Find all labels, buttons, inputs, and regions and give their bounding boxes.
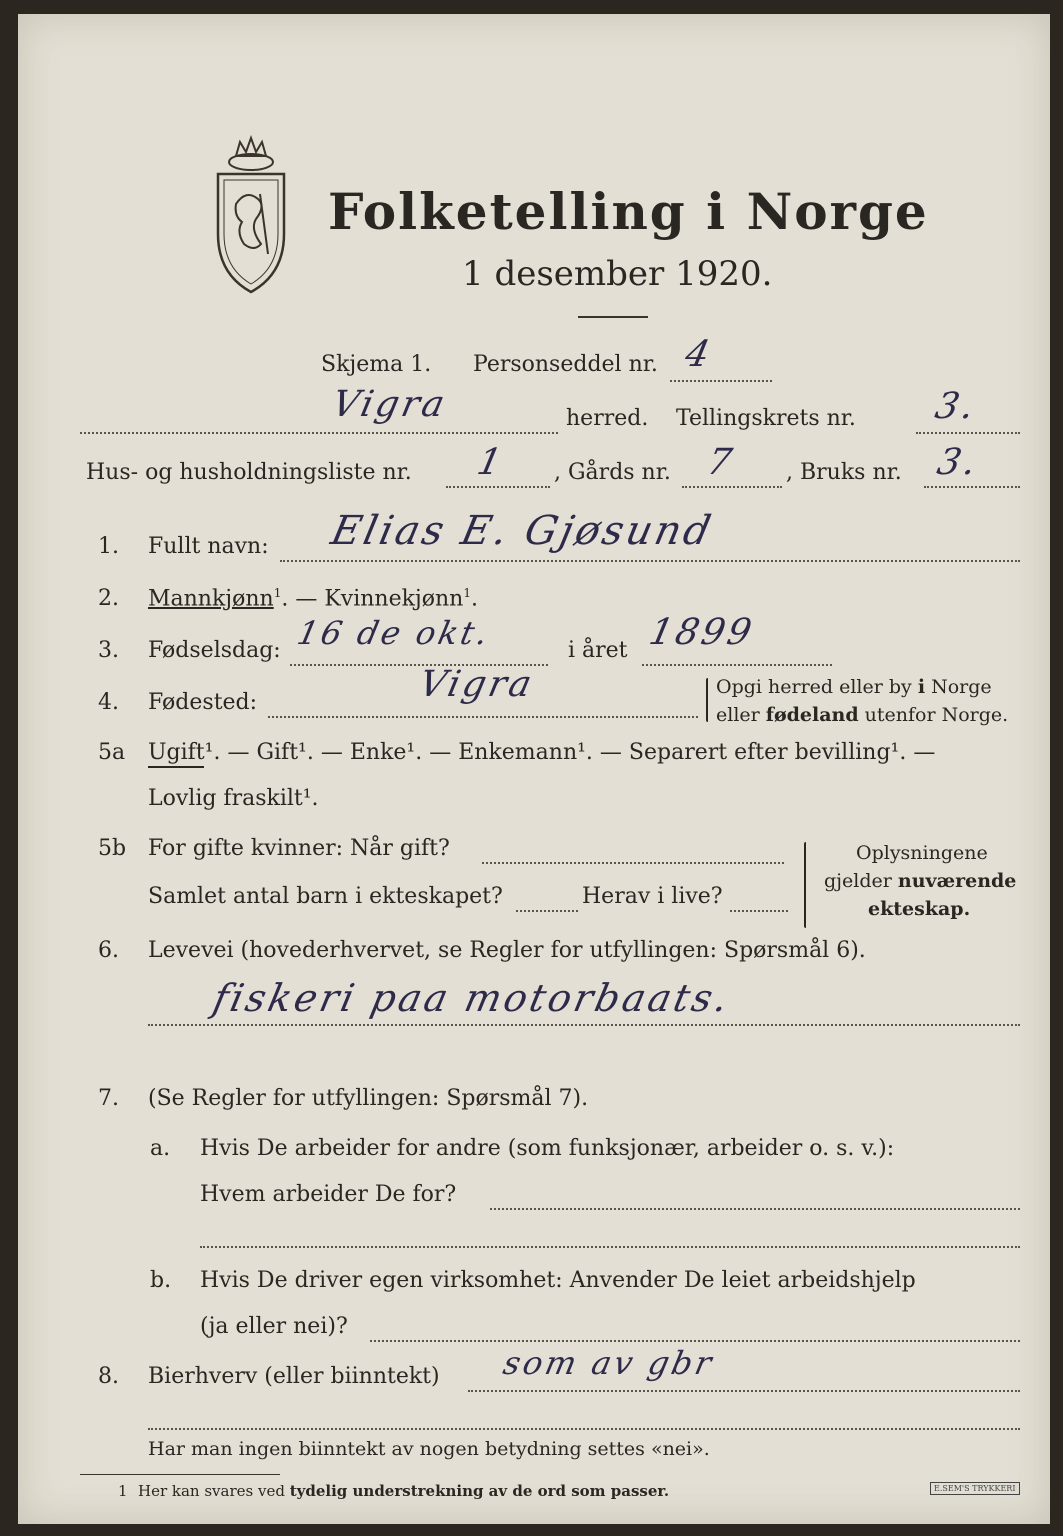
q2-male-option: Mannkjønn xyxy=(148,586,274,612)
gards-line xyxy=(682,486,782,488)
q4-note-line1-b: i xyxy=(917,676,926,698)
q2-female-option: Kvinnekjønn xyxy=(324,586,464,612)
bruks-label: , Bruks nr. xyxy=(786,460,902,485)
q6-label: Levevei (hovederhvervet, se Regler for utfyllingen: Spørsmål 6). xyxy=(148,938,866,963)
q4-birthplace: Vigra xyxy=(415,664,538,705)
q7a-line1: Hvis De arbeider for andre (som funksjonær, arbeider o. s. v.): xyxy=(200,1136,895,1161)
q4-note-line1-c: Norge xyxy=(925,676,992,698)
q3-year-line xyxy=(642,664,832,666)
q6-number: 6. xyxy=(98,938,119,963)
q1-line xyxy=(280,560,1020,562)
herred-label: herred. xyxy=(566,406,649,431)
q5b-children-label: Samlet antal barn i ekteskapet? xyxy=(148,884,503,909)
tellingskrets-value: 3. xyxy=(931,386,981,427)
q4-note-line2-c: utenfor Norge. xyxy=(858,704,1009,726)
q5a-ugift-underline xyxy=(148,766,204,768)
herred-line xyxy=(80,432,558,434)
q7-number: 7. xyxy=(98,1086,119,1111)
q2-female-footnote-mark: 1 xyxy=(463,586,471,600)
q8-number: 8. xyxy=(98,1364,119,1389)
skjema-label: Skjema 1. xyxy=(321,352,432,377)
q4-note-bracket xyxy=(706,678,708,722)
q7b-line1: Hvis De driver egen virksomhet: Anvender De leiet arbeidshjelp xyxy=(200,1268,916,1293)
form-title: Folketelling i Norge xyxy=(328,182,929,241)
q2-male-footnote-mark: 1 xyxy=(273,586,282,600)
q3-birthday: 16 de okt. xyxy=(293,614,495,652)
q5b-note-line3 xyxy=(868,898,970,920)
footnote-text-a: Her kan svares ved xyxy=(138,1482,290,1500)
q6-occupation: fiskeri paa motorbaats. xyxy=(209,976,735,1020)
q4-line xyxy=(268,716,698,718)
q5b-alive-label: Herav i live? xyxy=(582,884,723,909)
q4-label: Fødested: xyxy=(148,690,258,715)
husholdningsliste-value: 1 xyxy=(473,442,509,483)
q7-label: (Se Regler for utfyllingen: Spørsmål 7). xyxy=(148,1086,589,1111)
q5a-number: 5a xyxy=(98,740,126,765)
q4-note-line2 xyxy=(716,704,1008,726)
q3-label: Fødselsdag: xyxy=(148,638,281,663)
norway-coat-of-arms-icon xyxy=(206,134,296,294)
q7a-line2: Hvem arbeider De for? xyxy=(200,1182,457,1207)
q4-note-line2-b: fødeland xyxy=(765,704,859,726)
q8-line2 xyxy=(148,1428,1020,1430)
census-date: 1 desember 1920. xyxy=(462,254,773,294)
tellingskrets-line xyxy=(916,432,1020,434)
q6-line xyxy=(148,1024,1020,1026)
q4-note-line2-a: eller xyxy=(716,704,766,726)
tellingskrets-label: Tellingskrets nr. xyxy=(676,406,856,431)
q4-note-line1-a: Opgi herred eller by xyxy=(716,676,918,698)
q8-line xyxy=(468,1390,1020,1392)
printer-stamp: E.SEM'S TRYKKERI xyxy=(930,1482,1020,1495)
q7b-answer-line xyxy=(370,1340,1020,1342)
q5b-number: 5b xyxy=(98,836,127,861)
q1-full-name: Elias E. Gjøsund xyxy=(327,508,718,554)
footnote-text xyxy=(138,1482,669,1500)
q4-number: 4. xyxy=(98,690,119,715)
q5b-note-line3-bold: ekteskap. xyxy=(868,898,971,920)
q5a-marital-options: Ugift¹. — Gift¹. — Enke¹. — Enkemann¹. — Separert efter bevilling¹. — xyxy=(148,740,936,765)
q5b-note-line2-a: gjelder xyxy=(824,870,898,892)
gards-value: 7 xyxy=(703,442,739,483)
census-form-sheet xyxy=(18,14,1050,1524)
q7a-letter: a. xyxy=(150,1136,171,1161)
personseddel-line xyxy=(670,380,772,382)
q8-label: Bierhverv (eller biinntekt) xyxy=(148,1364,440,1389)
q5b-when-married-line xyxy=(482,862,784,864)
q4-note-line1 xyxy=(716,676,992,698)
q5b-children-line xyxy=(516,910,578,912)
q7b-letter: b. xyxy=(150,1268,172,1293)
personseddel-value: 4 xyxy=(681,334,717,375)
personseddel-label: Personseddel nr. xyxy=(473,352,658,377)
gards-label: , Gårds nr. xyxy=(554,460,671,485)
q5a-marital-options-cont: Lovlig fraskilt¹. xyxy=(148,786,319,811)
husholdningsliste-line xyxy=(446,486,550,488)
herred-value: Vigra xyxy=(328,384,451,425)
q2-separator: . — xyxy=(281,586,325,612)
q8-note: Har man ingen biinntekt av nogen betydning settes «nei». xyxy=(148,1438,710,1460)
q2-number: 2. xyxy=(98,586,119,611)
husholdningsliste-label: Hus- og husholdningsliste nr. xyxy=(86,460,412,485)
q5b-note-bracket xyxy=(804,842,806,928)
q1-label: Fullt navn: xyxy=(148,534,269,559)
q5b-line1: For gifte kvinner: Når gift? xyxy=(148,836,450,861)
footnote-text-b: tydelig understrekning av de ord som passer. xyxy=(289,1482,670,1500)
q3-year: 1899 xyxy=(645,612,758,653)
q8-side-income: som av gbr xyxy=(499,1344,718,1382)
q1-number: 1. xyxy=(98,534,119,559)
q5b-note-line2-b: nuværende xyxy=(897,870,1017,892)
q2-sex-options: Mannkjønn$^1$. — Kvinnekjønn$^1$. xyxy=(148,586,478,612)
footnote-divider xyxy=(80,1474,280,1475)
q5b-alive-line xyxy=(730,910,788,912)
q7a-employer-line2 xyxy=(200,1246,1020,1248)
footnote-mark: 1 xyxy=(118,1482,128,1500)
q7b-line2: (ja eller nei)? xyxy=(200,1314,348,1339)
q7a-employer-line xyxy=(490,1208,1020,1210)
bruks-value: 3. xyxy=(933,442,983,483)
title-divider xyxy=(578,316,648,318)
q5b-note-line2 xyxy=(824,870,1016,892)
q3-number: 3. xyxy=(98,638,119,663)
q5b-note-line1: Oplysningene xyxy=(856,842,988,864)
q3-year-label: i året xyxy=(568,638,628,663)
bruks-line xyxy=(924,486,1020,488)
